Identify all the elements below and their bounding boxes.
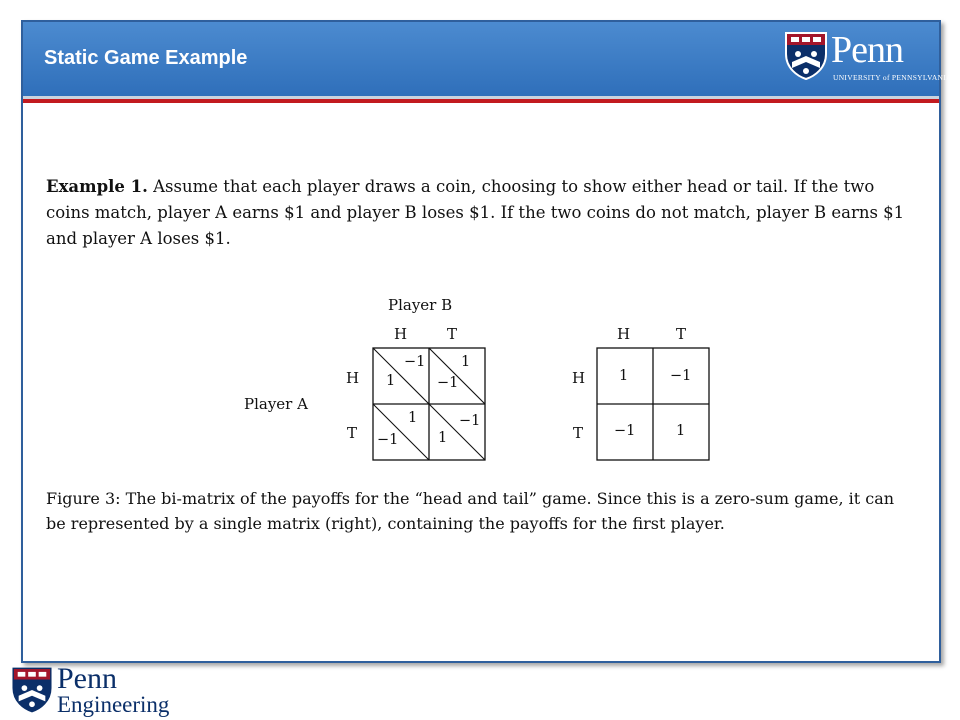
footer-wordmark-engineering: Engineering bbox=[57, 692, 170, 717]
penn-wordmark: Penn bbox=[831, 29, 903, 71]
caption-lead: Figure 3: bbox=[46, 489, 121, 508]
matrix-col-label-h: H bbox=[617, 325, 631, 343]
title-divider-red bbox=[23, 99, 939, 103]
penn-logo bbox=[785, 29, 952, 86]
figure-caption bbox=[46, 486, 916, 536]
bimatrix-th-payoff-a: −1 bbox=[377, 432, 399, 448]
bimatrix-row-label-t: T bbox=[347, 424, 358, 442]
example-text: Assume that each player draws a coin, choosing to show either head or tail. If the two coins match, player A earns $1 and player B loses $1. If the two coins do not match, player B earns $1 and player A loses $1. bbox=[46, 177, 905, 248]
title-bar bbox=[23, 22, 952, 96]
matrix-row-label-t: T bbox=[573, 424, 584, 442]
penn-subtitle: UNIVERSITY of PENNSYLVANIA bbox=[833, 73, 952, 82]
player-a-label: Player A bbox=[244, 395, 308, 413]
bimatrix-col-label-t: T bbox=[447, 325, 458, 343]
bimatrix-tt-payoff-b: −1 bbox=[459, 413, 481, 429]
slide-title: Static Game Example bbox=[44, 47, 248, 69]
penn-engineering-logo bbox=[12, 662, 172, 720]
matrix-grid bbox=[596, 347, 712, 463]
example-lead: Example 1. bbox=[46, 177, 148, 196]
matrix-th-payoff: −1 bbox=[614, 423, 636, 439]
penn-shield-icon bbox=[12, 666, 52, 714]
bimatrix-ht-payoff-b: 1 bbox=[461, 354, 471, 370]
bimatrix-hh-payoff-b: −1 bbox=[404, 354, 426, 370]
bimatrix-hh-payoff-a: 1 bbox=[386, 373, 396, 389]
footer-wordmark-penn: Penn bbox=[57, 662, 117, 695]
matrix-col-label-t: T bbox=[676, 325, 687, 343]
bimatrix-th-payoff-b: 1 bbox=[408, 410, 418, 426]
player-b-label: Player B bbox=[388, 296, 453, 314]
bimatrix-ht-payoff-a: −1 bbox=[437, 375, 459, 391]
bimatrix-row-label-h: H bbox=[346, 369, 360, 387]
caption-text: The bi-matrix of the payoffs for the “head and tail” game. Since this is a zero-sum game, it can be represented by a single matrix (right), containing the payoffs for the first player. bbox=[46, 489, 895, 533]
matrix-ht-payoff: −1 bbox=[670, 368, 692, 384]
matrix-tt-payoff: 1 bbox=[676, 423, 686, 439]
penn-shield-icon bbox=[785, 32, 827, 80]
bimatrix-col-label-h: H bbox=[394, 325, 408, 343]
slide-frame bbox=[21, 20, 952, 663]
matrix-hh-payoff: 1 bbox=[619, 368, 629, 384]
bimatrix-tt-payoff-a: 1 bbox=[438, 430, 448, 446]
example-paragraph bbox=[46, 174, 916, 252]
matrix-row-label-h: H bbox=[572, 369, 586, 387]
